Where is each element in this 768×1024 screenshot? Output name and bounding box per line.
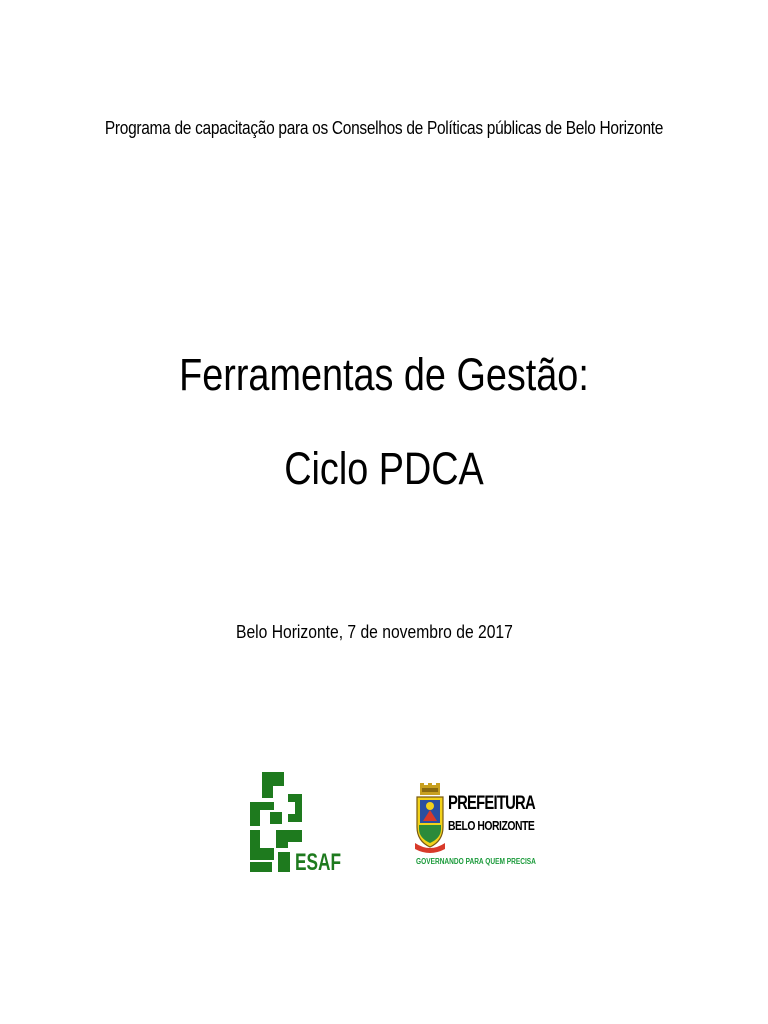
pbh-name: PREFEITURA xyxy=(448,793,535,814)
title-line-1: Ferramentas de Gestão: xyxy=(179,349,589,400)
pbh-logo xyxy=(414,783,534,875)
coat-of-arms-icon xyxy=(414,783,446,853)
esaf-text: ESAF xyxy=(295,849,341,876)
esaf-logo xyxy=(248,772,344,876)
pbh-slogan: GOVERNANDO PARA QUEM PRECISA xyxy=(416,857,536,866)
date-line: Belo Horizonte, 7 de novembro de 2017 xyxy=(236,622,513,642)
pbh-city: BELO HORIZONTE xyxy=(448,818,535,833)
program-subtitle: Programa de capacitação para os Conselhos de Políticas públicas de Belo Horizonte xyxy=(104,118,664,138)
title-line-2: Ciclo PDCA xyxy=(284,443,484,494)
